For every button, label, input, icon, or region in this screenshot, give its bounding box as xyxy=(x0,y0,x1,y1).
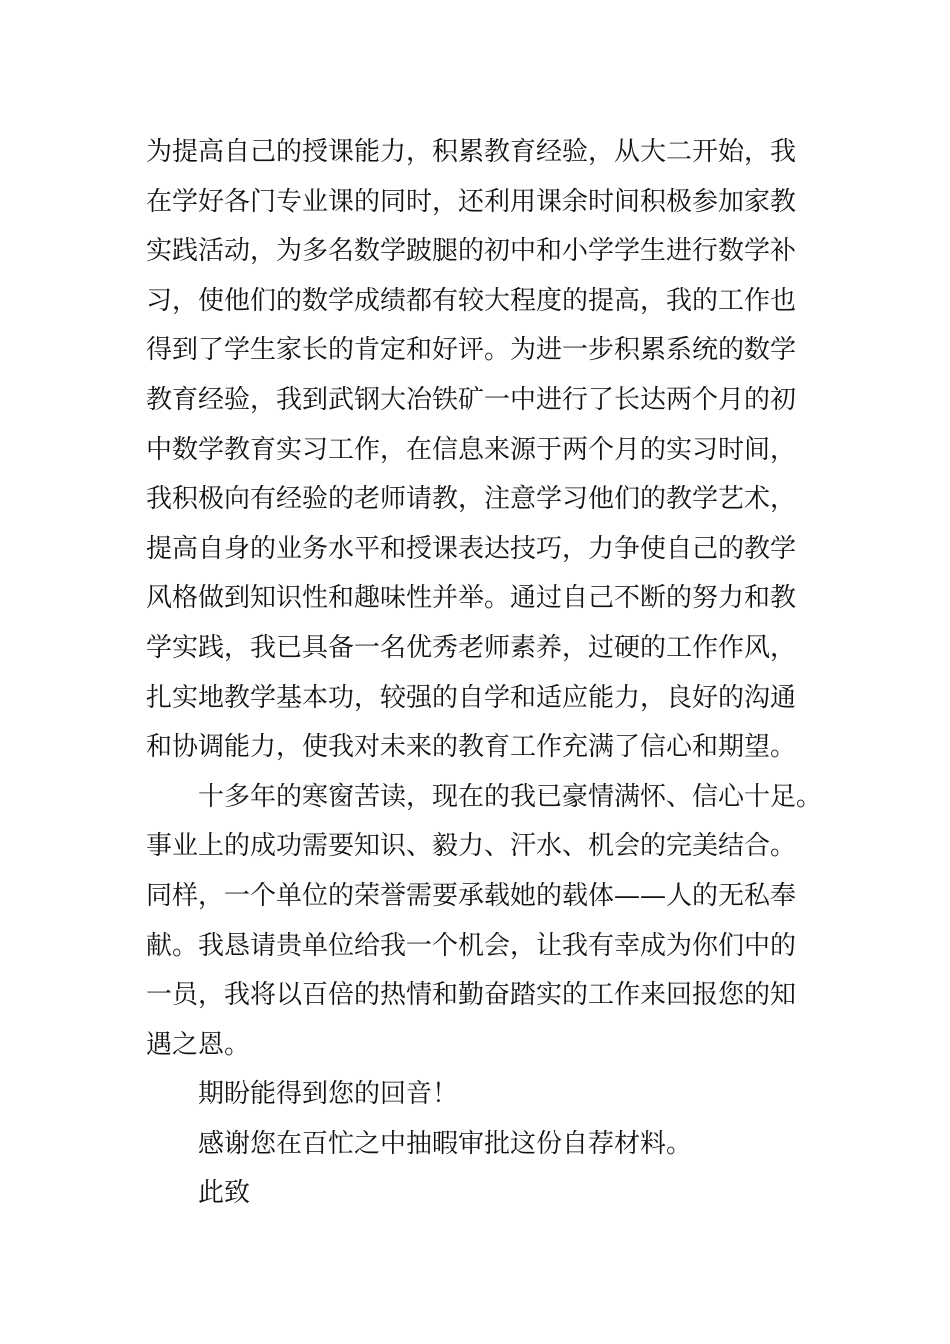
text-line: 习，使他们的数学成绩都有较大程度的提高，我的工作也 xyxy=(146,285,797,316)
text-line: 和协调能力，使我对未来的教育工作充满了信心和期望。 xyxy=(146,732,797,763)
salutation-line: 此致 xyxy=(198,1178,251,1209)
text-line: 中数学教育实习工作，在信息来源于两个月的实习时间， xyxy=(146,434,797,465)
text-line: 献。我恳请贵单位给我一个机会，让我有幸成为你们中的 xyxy=(146,930,797,961)
text-line: 在学好各门专业课的同时，还利用课余时间积极参加家教 xyxy=(146,186,797,217)
paragraph-start-line: 十多年的寒窗苦读，现在的我已豪情满怀、信心十足。 xyxy=(198,781,823,812)
closing-line: 期盼能得到您的回音！ xyxy=(198,1079,459,1110)
text-line: 事业上的成功需要知识、毅力、汗水、机会的完美结合。 xyxy=(146,831,797,862)
text-line: 同样，一个单位的荣誉需要承载她的载体——人的无私奉 xyxy=(146,880,797,911)
text-line: 教育经验，我到武钢大冶铁矿一中进行了长达两个月的初 xyxy=(146,384,797,415)
text-line: 遇之恩。 xyxy=(146,1029,251,1060)
text-line: 提高自身的业务水平和授课表达技巧，力争使自己的教学 xyxy=(146,533,797,564)
text-line: 得到了学生家长的肯定和好评。为进一步积累系统的数学 xyxy=(146,335,797,366)
text-line: 扎实地教学基本功，较强的自学和适应能力，良好的沟通 xyxy=(146,682,797,713)
text-line: 为提高自己的授课能力，积累教育经验，从大二开始，我 xyxy=(146,137,797,167)
text-line: 学实践，我已具备一名优秀老师素养，过硬的工作作风， xyxy=(146,632,797,663)
letter-body xyxy=(146,128,846,1219)
closing-line: 感谢您在百忙之中抽暇审批这份自荐材料。 xyxy=(198,1128,693,1159)
text-line: 风格做到知识性和趣味性并举。通过自己不断的努力和教 xyxy=(146,583,797,614)
text-line: 我积极向有经验的老师请教，注意学习他们的教学艺术， xyxy=(146,484,797,515)
text-line: 实践活动，为多名数学跛腿的初中和小学学生进行数学补 xyxy=(146,236,797,267)
text-line: 一员，我将以百倍的热情和勤奋踏实的工作来回报您的知 xyxy=(146,980,797,1011)
